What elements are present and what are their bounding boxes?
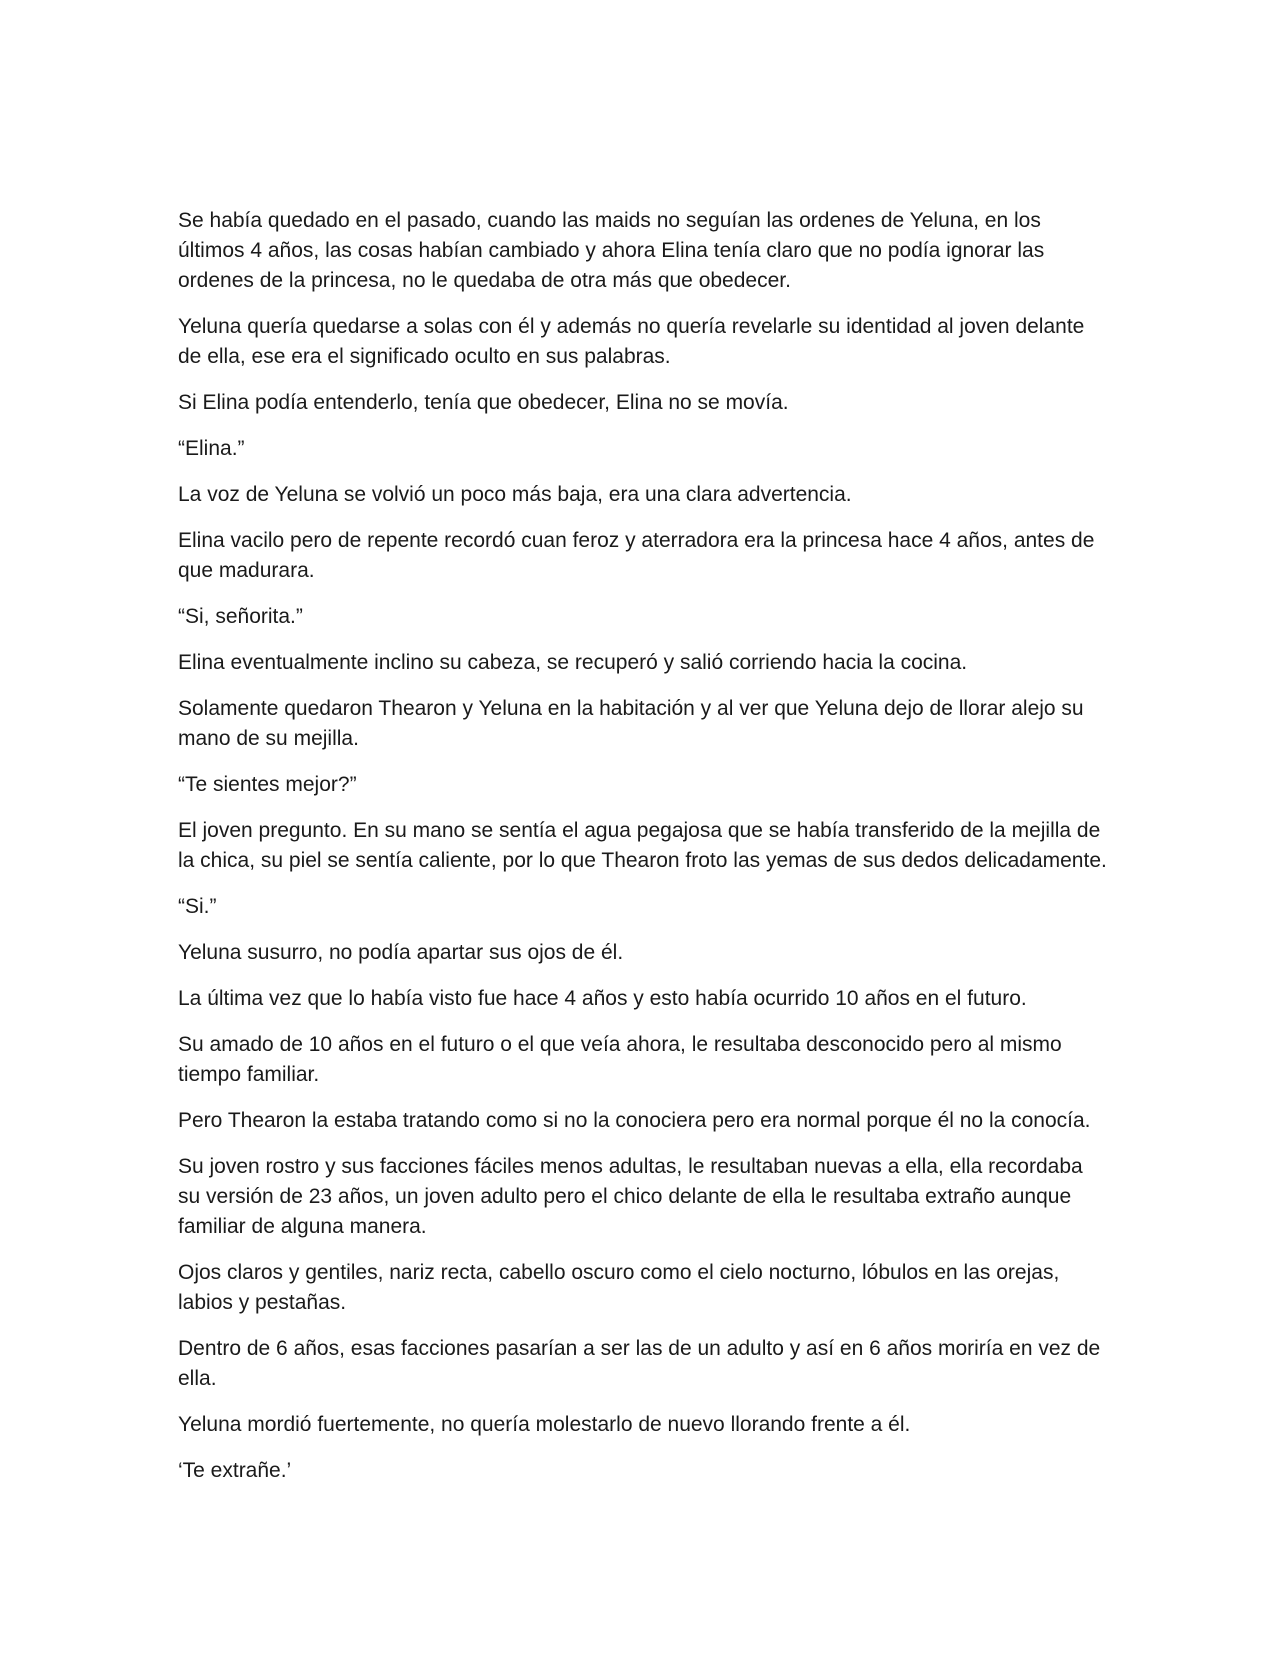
paragraph: Si Elina podía entenderlo, tenía que obedecer, Elina no se movía.	[178, 391, 789, 414]
paragraph: Su amado de 10 años en el futuro o el que veía ahora, le resultaba desconocido pero al mismo tiempo familiar.	[178, 1033, 1062, 1086]
paragraph: Solamente quedaron Thearon y Yeluna en la habitación y al ver que Yeluna dejo de llorar alejo su mano de su mejilla.	[178, 697, 1084, 750]
paragraph: Yeluna susurro, no podía apartar sus ojos de él.	[178, 941, 624, 964]
dialogue-line: “Te sientes mejor?”	[178, 773, 357, 796]
document-body	[178, 206, 1108, 1502]
paragraph: La última vez que lo había visto fue hace 4 años y esto había ocurrido 10 años en el futuro.	[178, 987, 1027, 1010]
paragraph: Dentro de 6 años, esas facciones pasarían a ser las de un adulto y así en 6 años moriría en vez de ella.	[178, 1337, 1101, 1390]
dialogue-line: “Elina.”	[178, 437, 245, 460]
thought-line: ‘Te extrañe.’	[178, 1459, 292, 1482]
paragraph: Pero Thearon la estaba tratando como si no la conociera pero era normal porque él no la conocía.	[178, 1109, 1091, 1132]
dialogue-line: “Si.”	[178, 895, 217, 918]
dialogue-line: “Si, señorita.”	[178, 605, 303, 628]
paragraph: Elina vacilo pero de repente recordó cuan feroz y aterradora era la princesa hace 4 años, antes de que madurara.	[178, 529, 1095, 582]
paragraph: Se había quedado en el pasado, cuando las maids no seguían las ordenes de Yeluna, en los últimos 4 años, las cosas habían cambiado y ahora Elina tenía claro que no podía ignorar las ordenes de la princesa, no le quedaba de otra más que obedecer.	[178, 209, 1045, 292]
paragraph: Yeluna mordió fuertemente, no quería molestarlo de nuevo llorando frente a él.	[178, 1413, 911, 1436]
paragraph: Su joven rostro y sus facciones fáciles menos adultas, le resultaban nuevas a ella, ella recordaba su versión de 23 años, un joven adulto pero el chico delante de ella le resultaba extraño aunque familiar de alguna manera.	[178, 1155, 1083, 1238]
paragraph: Yeluna quería quedarse a solas con él y además no quería revelarle su identidad al joven delante de ella, ese era el significado oculto en sus palabras.	[178, 315, 1085, 368]
paragraph: El joven pregunto. En su mano se sentía el agua pegajosa que se había transferido de la mejilla de la chica, su piel se sentía caliente, por lo que Thearon froto las yemas de sus dedos delicadamente.	[178, 819, 1107, 872]
paragraph: La voz de Yeluna se volvió un poco más baja, era una clara advertencia.	[178, 483, 852, 506]
paragraph: Ojos claros y gentiles, nariz recta, cabello oscuro como el cielo nocturno, lóbulos en las orejas, labios y pestañas.	[178, 1261, 1060, 1314]
paragraph: Elina eventualmente inclino su cabeza, se recuperó y salió corriendo hacia la cocina.	[178, 651, 968, 674]
